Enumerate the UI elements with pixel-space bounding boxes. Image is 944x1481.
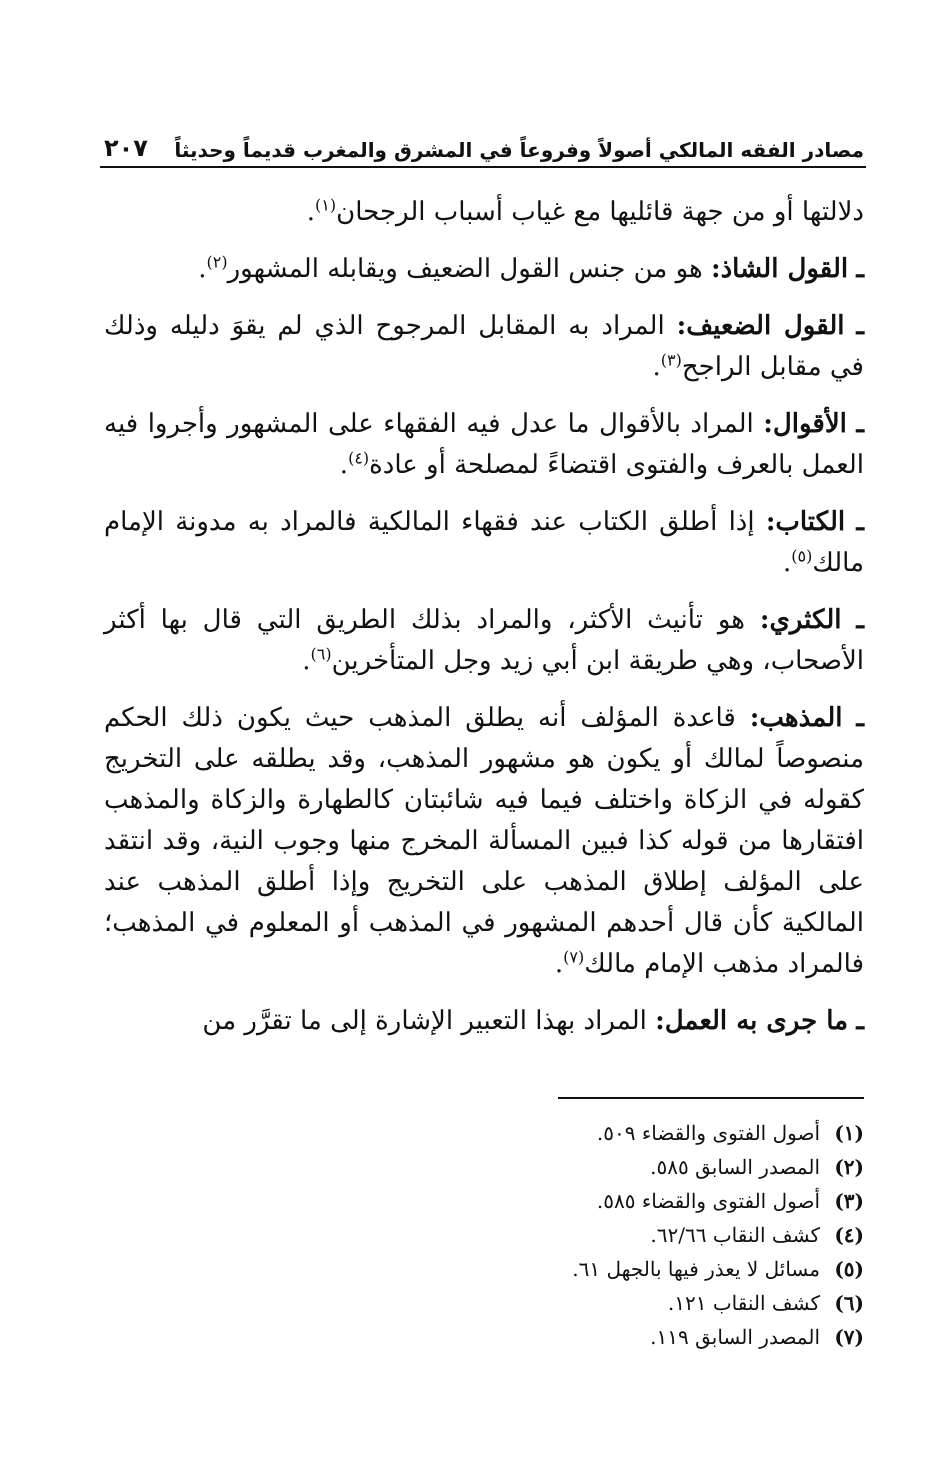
footnote-ref: (٦): [310, 644, 332, 664]
footnote-ref: (٧): [563, 947, 585, 967]
definition-shadh: [104, 249, 864, 290]
paragraph-end: .: [652, 352, 661, 382]
footnote-number: (١): [834, 1121, 864, 1145]
footnote-text: المصدر السابق ١١٩.: [650, 1325, 820, 1349]
paragraph-end: .: [339, 450, 349, 480]
footnote-ref: (١): [315, 195, 337, 215]
footnote-ref: (٤): [348, 448, 370, 468]
footnote-number: (٧): [834, 1325, 864, 1349]
paragraph-end: .: [198, 254, 207, 284]
definition-text: المراد به المقابل المرجوح الذي لم يقوَ دليله وذلك في مقابل الراجح: [104, 311, 864, 382]
paragraph-text: دلالتها أو من جهة قائليها مع غياب أسباب الرجحان: [336, 197, 864, 227]
footnote-item: [504, 1218, 864, 1252]
footnote-text: كشف النقاب ١٢١.: [667, 1291, 820, 1315]
dash: ـ: [856, 507, 864, 537]
paragraph-end: .: [554, 949, 564, 979]
term: الكثري:: [759, 605, 842, 635]
footnote-number: (٢): [834, 1155, 864, 1179]
definition-text: المراد بالأقوال ما عدل فيه الفقهاء على المشهور وأجروا فيه العمل بالعرف والفتوى اقتضاءً لمصلحة أو عادة: [104, 409, 864, 480]
footnote-item: [504, 1252, 864, 1286]
main-text: [104, 192, 864, 1058]
definition-text: هو تأنيث الأكثر، والمراد بذلك الطريق التي قال بها أكثر الأصحاب، وهي طريقة ابن أبي زيد وجل المتأخرين: [104, 605, 864, 676]
term: القول الشاذ:: [711, 254, 849, 284]
footnote-item: [504, 1286, 864, 1320]
footnote-text: مسائل لا يعذر فيها بالجهل ٦١.: [572, 1257, 820, 1281]
dash: ـ: [856, 605, 864, 635]
footnotes: [504, 1116, 864, 1354]
footnote-text: أصول الفتوى والقضاء ٥٠٩.: [596, 1121, 820, 1145]
footnote-number: (٦): [834, 1291, 864, 1315]
definition-text: قاعدة المؤلف أنه يطلق المذهب حيث يكون ذلك الحكم منصوصاً لمالك أو يكون هو مشهور المذهب، وقد يطلقه على التخريج كقوله في الزكاة واختلف فيما فيه شائبتان كالطهارة والزكاة والمذهب افتقارها من قوله كذا فبين المسألة المخرج منها وجوب النية، وقد انتقد على المؤلف إطلاق المذهب على التخريج وإذا أطلق المذهب عند المالكية كأن قال أحدهم المشهور في المذهب أو المعلوم في المذهب؛ فالمراد مذهب الإمام مالك: [104, 703, 864, 979]
header-rule: [100, 166, 866, 168]
definition-text: هو من جنس القول الضعيف ويقابله المشهور: [227, 254, 703, 284]
page-number: ٢٠٧: [104, 134, 148, 162]
term: القول الضعيف:: [676, 311, 845, 341]
dash: ـ: [856, 311, 865, 341]
term: الكتاب:: [765, 507, 846, 537]
footnote-number: (٥): [834, 1257, 864, 1281]
running-title: مصادر الفقه المالكي أصولاً وفروعاً في المشرق والمغرب قديماً وحديثاً: [174, 138, 864, 162]
term: الأقوال:: [763, 409, 847, 439]
footnote-text: كشف النقاب ٦٢/٦٦.: [650, 1223, 820, 1247]
footnote-text: أصول الفتوى والقضاء ٥٨٥.: [596, 1189, 820, 1213]
paragraph-continuation: [104, 192, 864, 233]
footnote-ref: (٢): [206, 252, 228, 272]
paragraph-end: .: [302, 646, 311, 676]
footnote-text: المصدر السابق ٥٨٥.: [650, 1155, 820, 1179]
definition-amal: [104, 1001, 864, 1042]
definition-kitab: [104, 502, 864, 584]
footnote-item: [504, 1184, 864, 1218]
footnote-separator: [558, 1097, 864, 1099]
definition-kathri: [104, 600, 864, 682]
definition-daif: [104, 306, 864, 388]
definition-aqwal: [104, 404, 864, 486]
dash: ـ: [856, 703, 865, 733]
page-header: [104, 122, 864, 162]
definition-madhhab: [104, 698, 864, 985]
term: المذهب:: [749, 703, 843, 733]
paragraph-end: .: [782, 548, 792, 578]
definition-text: إذا أطلق الكتاب عند فقهاء المالكية فالمراد به مدونة الإمام مالك: [104, 507, 864, 578]
footnote-item: [504, 1320, 864, 1354]
footnote-number: (٤): [834, 1223, 864, 1247]
dash: ـ: [856, 409, 864, 439]
paragraph-end: .: [306, 197, 316, 227]
footnote-item: [504, 1116, 864, 1150]
definition-text: المراد بهذا التعبير الإشارة إلى ما تقرَّر من: [202, 1006, 647, 1036]
dash: ـ: [856, 1006, 864, 1036]
term: ما جرى به العمل:: [655, 1006, 849, 1036]
footnote-ref: (٣): [660, 350, 682, 370]
footnote-ref: (٥): [791, 546, 813, 566]
dash: ـ: [856, 254, 864, 284]
footnote-number: (٣): [834, 1189, 864, 1213]
footnote-item: [504, 1150, 864, 1184]
